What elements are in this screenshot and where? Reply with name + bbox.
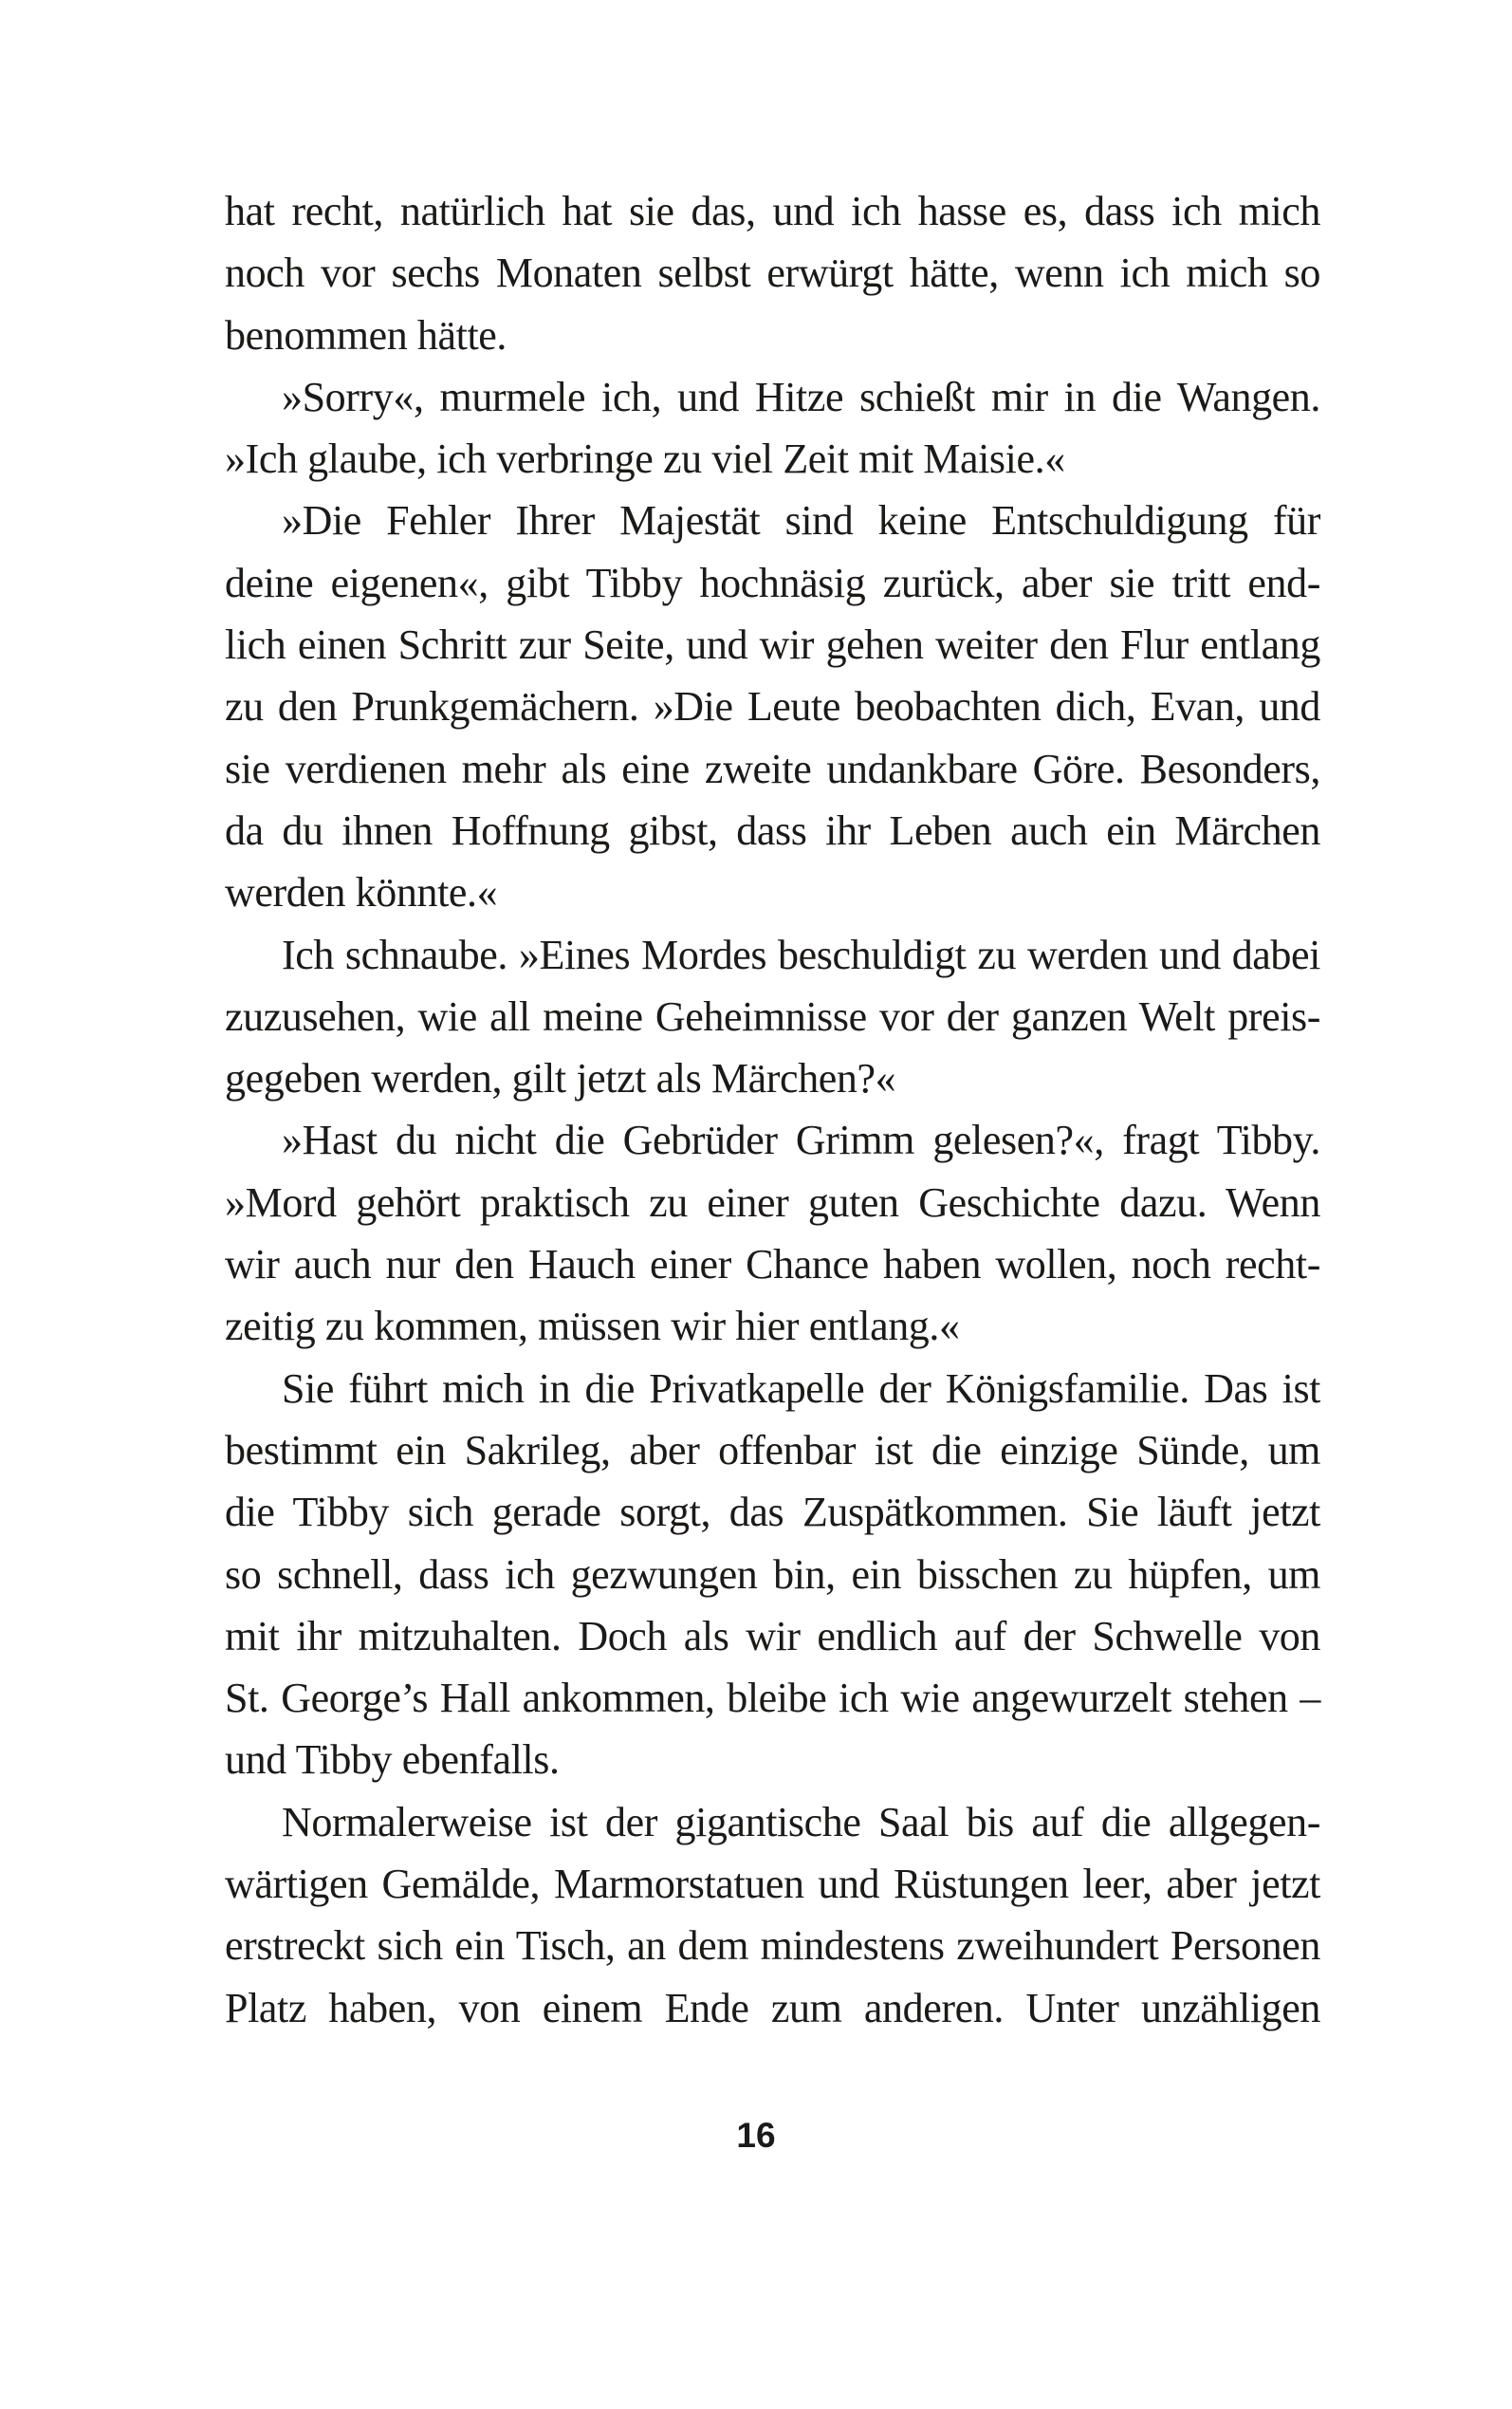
text-line: Normalerweise ist der gigantische Saal bis auf die allgegen-: [282, 1798, 1320, 1845]
text-line: gegeben werden, gilt jetzt als Märchen?«: [225, 1055, 896, 1103]
body-text: [225, 180, 1320, 2039]
text-line: St. George’s Hall ankommen, bleibe ich wie angewurzelt stehen –: [225, 1675, 1320, 1722]
page-number: 16: [736, 2116, 776, 2155]
text-line: benommen hätte.: [225, 311, 507, 359]
paragraph: [225, 180, 1320, 366]
text-line: »Ich glaube, ich verbringe zu viel Zeit mit Maisie.«: [225, 435, 1065, 483]
paragraph: [225, 924, 1320, 1110]
text-line: Sie führt mich in die Privatkapelle der Königsfamilie. Das ist: [282, 1364, 1320, 1412]
text-line: »Die Fehler Ihrer Majestät sind keine Entschuldigung für: [282, 497, 1320, 545]
text-line: da du ihnen Hoffnung gibst, dass ihr Leben auch ein Märchen: [225, 806, 1320, 854]
text-line: wir auch nur den Hauch einer Chance haben wollen, noch recht-: [225, 1241, 1320, 1288]
text-line: hat recht, natürlich hat sie das, und ich hasse es, dass ich mich: [225, 188, 1320, 234]
text-line: deine eigenen«, gibt Tibby hochnäsig zurück, aber sie tritt end-: [225, 559, 1320, 606]
text-line: und Tibby ebenfalls.: [225, 1736, 560, 1784]
text-line: noch vor sechs Monaten selbst erwürgt hätte, wenn ich mich so: [225, 250, 1320, 297]
text-line: mit ihr mitzuhalten. Doch als wir endlich auf der Schwelle von: [225, 1612, 1320, 1659]
paragraph: [225, 1358, 1320, 1791]
text-line: so schnell, dass ich gezwungen bin, ein bisschen zu hüpfen, um: [225, 1550, 1320, 1598]
text-line: »Mord gehört praktisch zu einer guten Geschichte dazu. Wenn: [225, 1178, 1320, 1226]
paragraph: [225, 490, 1320, 923]
paragraph: [225, 1109, 1320, 1357]
text-line: zeitig zu kommen, müssen wir hier entlang.«: [225, 1303, 960, 1350]
text-line: zu den Prunkgemächern. »Die Leute beobachten dich, Evan, und: [225, 683, 1320, 731]
text-line: erstreckt sich ein Tisch, an dem mindestens zweihundert Personen: [225, 1922, 1320, 1970]
text-line: lich einen Schritt zur Seite, und wir gehen weiter den Flur entlang: [225, 621, 1320, 669]
text-line: bestimmt ein Sakrileg, aber offenbar ist die einzige Sünde, um: [225, 1426, 1320, 1473]
text-line: die Tibby sich gerade sorgt, das Zuspätkommen. Sie läuft jetzt: [225, 1489, 1320, 1536]
text-line: zuzusehen, wie all meine Geheimnisse vor der ganzen Welt preis-: [225, 992, 1320, 1040]
paragraph: [225, 1791, 1320, 2039]
paragraph: [225, 366, 1320, 491]
text-line: »Sorry«, murmele ich, und Hitze schießt mir in die Wangen.: [282, 373, 1320, 420]
text-line: wärtigen Gemälde, Marmorstatuen und Rüstungen leer, aber jetzt: [225, 1861, 1320, 1908]
text-line: »Hast du nicht die Gebrüder Grimm gelesen?«, fragt Tibby.: [282, 1117, 1320, 1164]
text-line: sie verdienen mehr als eine zweite undankbare Göre. Besonders,: [225, 745, 1320, 792]
text-line: werden könnte.«: [225, 869, 498, 917]
text-line: Platz haben, von einem Ende zum anderen. Unter unzähligen: [225, 1984, 1320, 2031]
text-line: Ich schnaube. »Eines Mordes beschuldigt zu werden und dabei: [282, 931, 1320, 978]
